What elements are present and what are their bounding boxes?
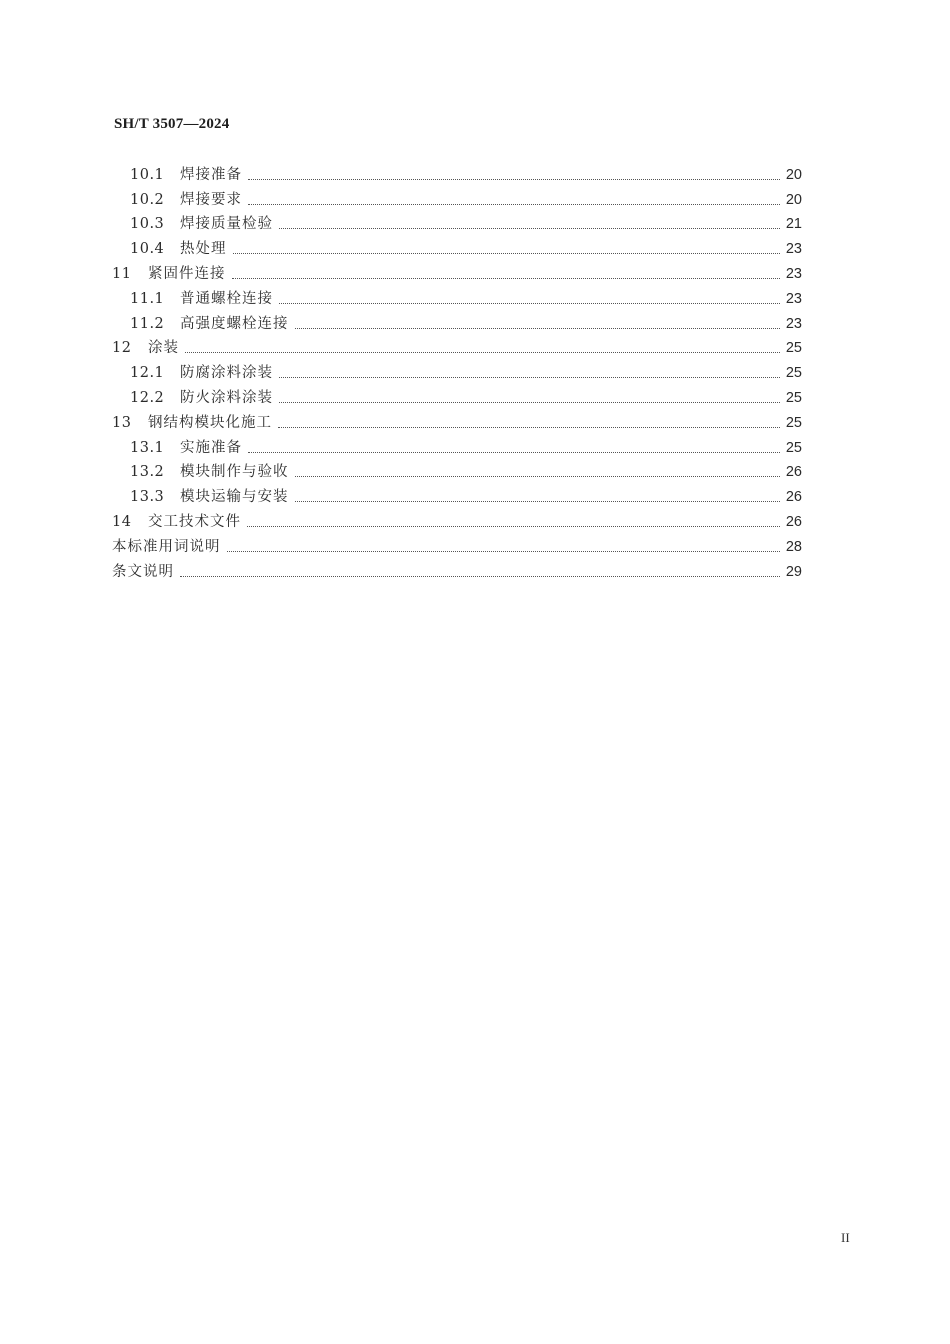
toc-entry-page: 25 (785, 389, 802, 406)
toc-entry-number: 10.1 (130, 166, 165, 183)
toc-entry-page: 29 (785, 563, 802, 580)
toc-entry[interactable] (112, 309, 802, 334)
toc-entry-page: 23 (785, 290, 802, 307)
toc-dot-leader (232, 278, 781, 279)
toc-entry-page: 23 (785, 315, 802, 332)
toc-entry-page: 23 (785, 265, 802, 282)
toc-dot-leader (233, 253, 781, 254)
toc-entry-page: 21 (785, 216, 802, 233)
table-of-contents (112, 160, 802, 582)
toc-entry-title: 涂装 (148, 340, 179, 357)
toc-entry-number: 13.3 (130, 489, 165, 506)
toc-dot-leader (279, 303, 780, 304)
toc-entry-page: 25 (785, 414, 802, 431)
toc-entry-number: 13.1 (130, 439, 165, 456)
toc-entry-number: 10.3 (130, 216, 165, 233)
toc-entry-title: 紧固件连接 (148, 265, 226, 282)
toc-entry-number: 11 (112, 265, 132, 282)
toc-entry[interactable] (112, 458, 802, 483)
toc-dot-leader (279, 402, 780, 403)
toc-dot-leader (248, 204, 780, 205)
toc-entry[interactable] (112, 557, 802, 582)
toc-entry-page: 26 (785, 489, 802, 506)
toc-entry[interactable] (112, 210, 802, 235)
toc-entry-title: 焊接要求 (180, 191, 242, 208)
toc-dot-leader (295, 501, 781, 502)
toc-entry[interactable] (112, 185, 802, 210)
toc-entry-title: 条文说明 (112, 563, 174, 580)
toc-entry-page: 20 (785, 191, 802, 208)
toc-entry[interactable] (112, 433, 802, 458)
toc-dot-leader (295, 476, 781, 477)
toc-entry[interactable] (112, 334, 802, 359)
toc-entry-number: 14 (112, 513, 132, 530)
toc-entry-title: 焊接准备 (180, 166, 242, 183)
toc-entry[interactable] (112, 383, 802, 408)
toc-entry-title: 防腐涂料涂装 (180, 365, 273, 382)
toc-entry-title: 本标准用词说明 (112, 538, 221, 555)
toc-entry-title: 普通螺栓连接 (180, 290, 273, 307)
toc-entry-title: 实施准备 (180, 439, 242, 456)
toc-entry-title: 热处理 (180, 241, 227, 258)
toc-entry-page: 20 (785, 166, 802, 183)
toc-entry-title: 焊接质量检验 (180, 216, 273, 233)
toc-entry-page: 26 (785, 464, 802, 481)
toc-dot-leader (279, 377, 780, 378)
toc-dot-leader (278, 427, 780, 428)
toc-entry-number: 12.2 (130, 389, 165, 406)
toc-entry-number: 11.1 (130, 290, 165, 307)
toc-entry[interactable] (112, 482, 802, 507)
standard-code-header: SH/T 3507—2024 (114, 116, 230, 132)
toc-entry-page: 26 (785, 513, 802, 530)
toc-entry-number: 12 (112, 340, 132, 357)
toc-entry-number: 13.2 (130, 464, 165, 481)
toc-entry[interactable] (112, 160, 802, 185)
toc-entry[interactable] (112, 408, 802, 433)
toc-entry[interactable] (112, 259, 802, 284)
toc-entry-title: 防火涂料涂装 (180, 389, 273, 406)
toc-entry[interactable] (112, 507, 802, 532)
page-number: II (841, 1230, 850, 1245)
toc-entry-number: 10.2 (130, 191, 165, 208)
toc-entry-number: 11.2 (130, 315, 165, 332)
toc-dot-leader (279, 228, 780, 229)
toc-dot-leader (180, 576, 780, 577)
toc-entry-page: 28 (785, 538, 802, 555)
toc-entry[interactable] (112, 358, 802, 383)
toc-entry[interactable] (112, 234, 802, 259)
toc-entry-page: 25 (785, 340, 802, 357)
toc-entry-page: 25 (785, 365, 802, 382)
toc-entry-page: 25 (785, 439, 802, 456)
toc-dot-leader (295, 328, 781, 329)
toc-entry[interactable] (112, 532, 802, 557)
toc-entry-title: 模块制作与验收 (180, 464, 289, 481)
toc-entry-title: 模块运输与安装 (180, 489, 289, 506)
toc-dot-leader (185, 352, 780, 353)
toc-entry-number: 13 (112, 414, 132, 431)
toc-dot-leader (247, 526, 780, 527)
toc-entry-title: 高强度螺栓连接 (180, 315, 289, 332)
toc-dot-leader (248, 179, 780, 180)
toc-entry-page: 23 (785, 241, 802, 258)
toc-dot-leader (227, 551, 781, 552)
toc-entry-title: 交工技术文件 (148, 513, 241, 530)
toc-entry-number: 12.1 (130, 365, 165, 382)
toc-entry[interactable] (112, 284, 802, 309)
toc-dot-leader (248, 452, 780, 453)
toc-entry-title: 钢结构模块化施工 (148, 414, 272, 431)
toc-entry-number: 10.4 (130, 241, 165, 258)
